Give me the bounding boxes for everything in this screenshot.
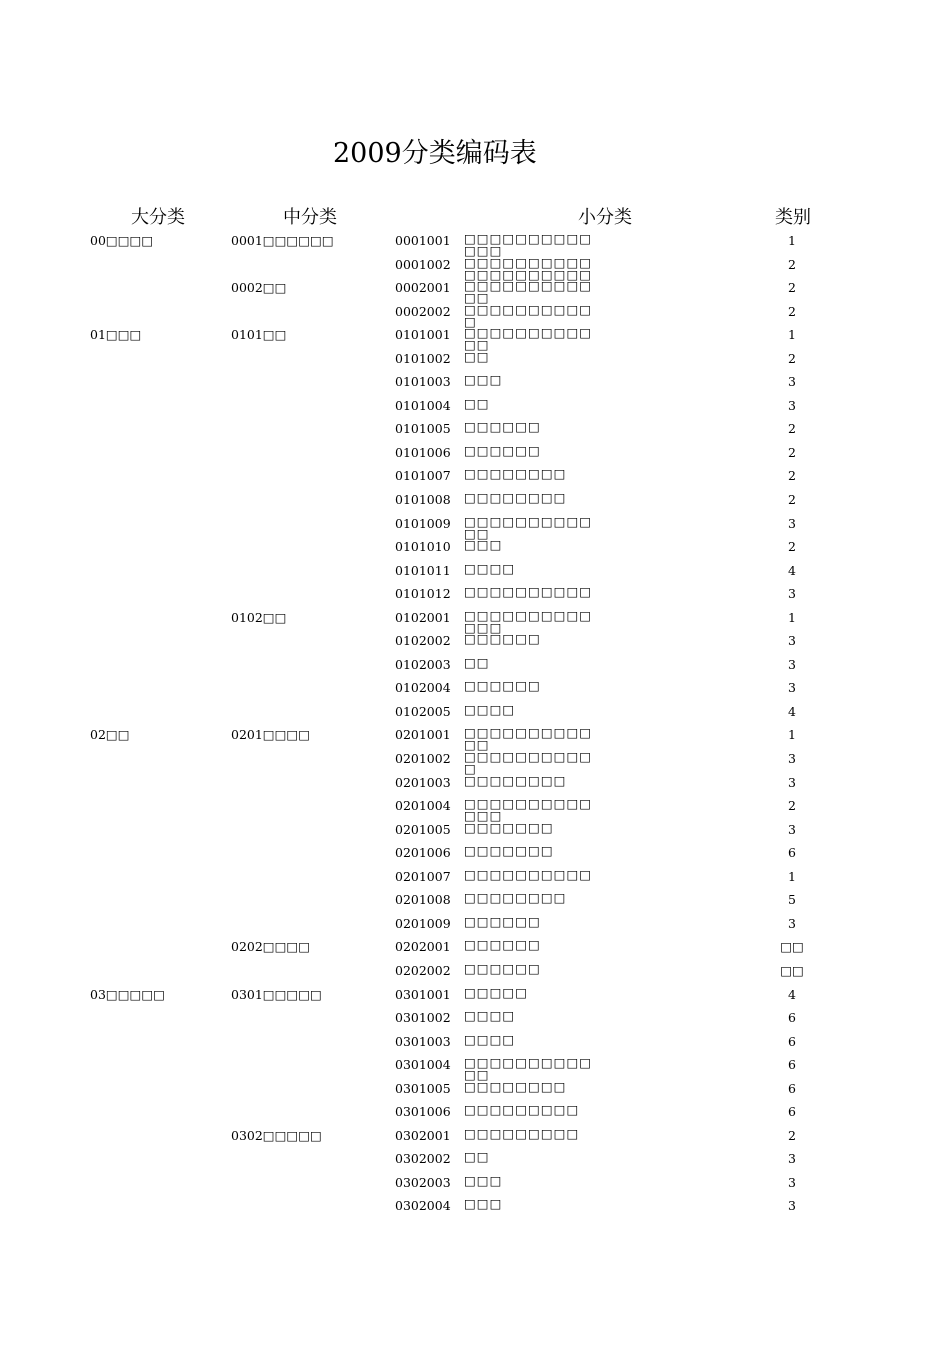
table-row bbox=[0, 535, 950, 559]
class-cell: 3 bbox=[788, 1151, 796, 1167]
minor-name-cell: □□□□□□□□ bbox=[464, 890, 567, 906]
minor-name-cell: □□□ bbox=[464, 1196, 503, 1212]
class-cell: 3 bbox=[788, 1198, 796, 1214]
middle-category-cell: 0301□□□□□ bbox=[231, 986, 322, 1002]
minor-name-cell: □□□□□□ bbox=[464, 937, 541, 953]
middle-category-cell: 0101□□ bbox=[231, 327, 287, 343]
table-row bbox=[0, 1053, 950, 1083]
table-row bbox=[0, 347, 950, 371]
minor-name-cell: □□□□□□□□□ bbox=[464, 1125, 580, 1141]
table-row bbox=[0, 1124, 950, 1148]
header-class: 类别 bbox=[775, 207, 811, 228]
minor-code-cell: 0002002 bbox=[395, 303, 451, 319]
page-title: 2009分类编码表 bbox=[333, 138, 537, 169]
minor-code-cell: 0201007 bbox=[395, 868, 451, 884]
minor-code-cell: 0101005 bbox=[395, 421, 451, 437]
minor-name-cell: □□□□□□□□ bbox=[464, 1078, 567, 1094]
class-cell: 2 bbox=[788, 492, 796, 508]
table-row bbox=[0, 865, 950, 889]
minor-code-cell: 0201001 bbox=[395, 727, 451, 743]
minor-code-cell: 0101003 bbox=[395, 374, 451, 390]
minor-code-cell: 0101007 bbox=[395, 468, 451, 484]
class-cell: 6 bbox=[788, 1057, 796, 1073]
minor-name-cell: □□□□□□ bbox=[464, 913, 541, 929]
class-cell: 2 bbox=[788, 539, 796, 555]
minor-name-cell: □□□□□□□□□□□□□ bbox=[464, 607, 593, 635]
minor-name-cell: □□□□ bbox=[464, 1008, 516, 1024]
class-cell: 1 bbox=[788, 609, 796, 625]
minor-name-cell: □□□□□□□□□□□□ bbox=[464, 725, 593, 753]
class-cell: 2 bbox=[788, 468, 796, 484]
minor-code-cell: 0101012 bbox=[395, 586, 451, 602]
class-cell: 3 bbox=[788, 821, 796, 837]
table-row bbox=[0, 983, 950, 1007]
table-row bbox=[0, 582, 950, 606]
minor-code-cell: 0001002 bbox=[395, 256, 451, 272]
major-category-cell: 03□□□□□ bbox=[90, 986, 165, 1002]
minor-code-cell: 0102005 bbox=[395, 703, 451, 719]
table-row bbox=[0, 512, 950, 541]
class-cell: 3 bbox=[788, 515, 796, 531]
table-row bbox=[0, 818, 950, 842]
class-cell: 4 bbox=[788, 703, 796, 719]
table-row bbox=[0, 723, 950, 753]
table-row bbox=[0, 276, 950, 306]
middle-category-cell: 0302□□□□□ bbox=[231, 1127, 322, 1143]
minor-name-cell: □□□□□□□□□□□□□ bbox=[464, 231, 593, 258]
minor-name-cell: □□□□□ bbox=[464, 984, 529, 1000]
table-row bbox=[0, 959, 950, 983]
table-row bbox=[0, 771, 950, 795]
minor-code-cell: 0101004 bbox=[395, 397, 451, 413]
table-row bbox=[0, 417, 950, 441]
minor-code-cell: 0201005 bbox=[395, 821, 451, 837]
table-row bbox=[0, 1077, 950, 1101]
minor-code-cell: 0102004 bbox=[395, 680, 451, 696]
minor-name-cell: □□□□□□□□□ bbox=[464, 1102, 580, 1118]
class-cell: 3 bbox=[788, 751, 796, 767]
table-row bbox=[0, 1030, 950, 1054]
table-row bbox=[0, 1147, 950, 1171]
class-cell: 1 bbox=[788, 868, 796, 884]
header-minor-category: 小分类 bbox=[578, 207, 632, 228]
minor-name-cell: □□□□□□□□ bbox=[464, 490, 567, 506]
minor-code-cell: 0101011 bbox=[395, 562, 451, 578]
minor-name-cell: □□□□□□ bbox=[464, 442, 541, 458]
minor-code-cell: 0301006 bbox=[395, 1104, 451, 1120]
minor-code-cell: 0101002 bbox=[395, 350, 451, 366]
minor-name-cell: □□□□□□□□□□□ bbox=[464, 301, 593, 329]
header-middle-category: 中分类 bbox=[283, 207, 337, 228]
table-row bbox=[0, 394, 950, 418]
minor-code-cell: 0201006 bbox=[395, 845, 451, 861]
class-cell: 6 bbox=[788, 1080, 796, 1096]
minor-name-cell: □□□□□□□□□□□□ bbox=[464, 513, 593, 541]
class-cell: □□ bbox=[780, 939, 804, 955]
minor-name-cell: □□□ bbox=[464, 537, 503, 553]
category-table bbox=[0, 229, 950, 1218]
minor-name-cell: □□ bbox=[464, 654, 490, 670]
minor-name-cell: □□□□□□□□□□□ bbox=[464, 749, 593, 777]
minor-code-cell: 0201008 bbox=[395, 892, 451, 908]
class-cell: 2 bbox=[788, 256, 796, 272]
minor-name-cell: □□□□ bbox=[464, 701, 516, 717]
minor-code-cell: 0201004 bbox=[395, 798, 451, 814]
table-row bbox=[0, 606, 950, 635]
minor-code-cell: 0302001 bbox=[395, 1127, 451, 1143]
table-row bbox=[0, 464, 950, 488]
major-category-cell: 02□□ bbox=[90, 727, 130, 743]
class-cell: 3 bbox=[788, 586, 796, 602]
minor-name-cell: □□□□□□ bbox=[464, 631, 541, 647]
class-cell: 2 bbox=[788, 280, 796, 296]
class-cell: 6 bbox=[788, 845, 796, 861]
table-row bbox=[0, 700, 950, 724]
class-cell: 2 bbox=[788, 444, 796, 460]
middle-category-cell: 0002□□ bbox=[231, 280, 287, 296]
minor-name-cell: □□□□□□□ bbox=[464, 819, 554, 835]
minor-code-cell: 0202001 bbox=[395, 939, 451, 955]
minor-code-cell: 0301005 bbox=[395, 1080, 451, 1096]
table-row bbox=[0, 629, 950, 653]
minor-name-cell: □□□□□□□□□□□□ bbox=[464, 325, 593, 353]
table-row bbox=[0, 1194, 950, 1218]
minor-name-cell: □□ bbox=[464, 1149, 490, 1165]
minor-name-cell: □□□□□□ bbox=[464, 960, 541, 976]
table-row bbox=[0, 1100, 950, 1124]
class-cell: 2 bbox=[788, 303, 796, 319]
minor-code-cell: 0101010 bbox=[395, 539, 451, 555]
minor-code-cell: 0102001 bbox=[395, 609, 451, 625]
table-row bbox=[0, 676, 950, 700]
class-cell: 6 bbox=[788, 1033, 796, 1049]
minor-code-cell: 0101009 bbox=[395, 515, 451, 531]
middle-category-cell: 0202□□□□ bbox=[231, 939, 311, 955]
minor-code-cell: 0101008 bbox=[395, 492, 451, 508]
minor-name-cell: □□□□□□□ bbox=[464, 843, 554, 859]
table-row bbox=[0, 488, 950, 512]
class-cell: 4 bbox=[788, 986, 796, 1002]
table-row bbox=[0, 912, 950, 936]
minor-name-cell: □□□ bbox=[464, 1172, 503, 1188]
minor-code-cell: 0201003 bbox=[395, 774, 451, 790]
minor-name-cell: □□□□□□ bbox=[464, 678, 541, 694]
minor-name-cell: □□□□□□□□□□□□ bbox=[464, 278, 593, 306]
class-cell: 3 bbox=[788, 374, 796, 390]
class-cell: 6 bbox=[788, 1010, 796, 1026]
minor-name-cell: □□ bbox=[464, 348, 490, 364]
table-row bbox=[0, 935, 950, 959]
table-row bbox=[0, 747, 950, 777]
middle-category-cell: 0102□□ bbox=[231, 609, 287, 625]
table-row bbox=[0, 300, 950, 329]
minor-name-cell: □□□□□□□□□□ bbox=[464, 584, 593, 600]
major-category-cell: 00□□□□ bbox=[90, 233, 154, 248]
minor-code-cell: 0301001 bbox=[395, 986, 451, 1002]
table-row bbox=[0, 841, 950, 865]
class-cell: 2 bbox=[788, 421, 796, 437]
class-cell: 2 bbox=[788, 798, 796, 814]
table-row bbox=[0, 441, 950, 465]
minor-code-cell: 0301003 bbox=[395, 1033, 451, 1049]
class-cell: 2 bbox=[788, 350, 796, 366]
minor-code-cell: 0102002 bbox=[395, 633, 451, 649]
class-cell: 4 bbox=[788, 562, 796, 578]
class-cell: 3 bbox=[788, 1174, 796, 1190]
minor-name-cell: □□□□□□□□□□□□□ bbox=[464, 796, 593, 824]
class-cell: 1 bbox=[788, 233, 796, 248]
minor-name-cell: □□ bbox=[464, 395, 490, 411]
table-row bbox=[0, 653, 950, 677]
minor-code-cell: 0202002 bbox=[395, 962, 451, 978]
class-cell: 3 bbox=[788, 915, 796, 931]
class-cell: 3 bbox=[788, 774, 796, 790]
table-row bbox=[0, 1171, 950, 1195]
table-row bbox=[0, 559, 950, 583]
middle-category-cell: 0001□□□□□□ bbox=[231, 233, 334, 248]
minor-name-cell: □□□□□□ bbox=[464, 419, 541, 435]
class-cell: 1 bbox=[788, 327, 796, 343]
minor-code-cell: 0302004 bbox=[395, 1198, 451, 1214]
minor-code-cell: 0101006 bbox=[395, 444, 451, 460]
table-row bbox=[0, 323, 950, 353]
minor-name-cell: □□□□□□□□ bbox=[464, 466, 567, 482]
minor-name-cell: □□□□□□□□□□ bbox=[464, 866, 593, 882]
table-row bbox=[0, 229, 950, 258]
minor-code-cell: 0201009 bbox=[395, 915, 451, 931]
class-cell: 5 bbox=[788, 892, 796, 908]
minor-code-cell: 0101001 bbox=[395, 327, 451, 343]
table-row bbox=[0, 888, 950, 912]
minor-code-cell: 0201002 bbox=[395, 751, 451, 767]
table-row bbox=[0, 253, 950, 282]
minor-code-cell: 0301004 bbox=[395, 1057, 451, 1073]
class-cell: 3 bbox=[788, 680, 796, 696]
class-cell: 3 bbox=[788, 656, 796, 672]
header-major-category: 大分类 bbox=[131, 207, 185, 228]
minor-code-cell: 0001001 bbox=[395, 233, 451, 248]
minor-code-cell: 0302003 bbox=[395, 1174, 451, 1190]
class-cell: □□ bbox=[780, 962, 804, 978]
minor-name-cell: □□□□ bbox=[464, 560, 516, 576]
table-row bbox=[0, 794, 950, 824]
minor-name-cell: □□□□□□□□ bbox=[464, 772, 567, 788]
class-cell: 1 bbox=[788, 727, 796, 743]
major-category-cell: 01□□□ bbox=[90, 327, 142, 343]
minor-name-cell: □□□□□□□□□□□□□□□□□□□□ bbox=[464, 254, 593, 282]
class-cell: 6 bbox=[788, 1104, 796, 1120]
minor-code-cell: 0302002 bbox=[395, 1151, 451, 1167]
table-row bbox=[0, 1006, 950, 1030]
middle-category-cell: 0201□□□□ bbox=[231, 727, 311, 743]
minor-name-cell: □□□□□□□□□□□□ bbox=[464, 1055, 593, 1083]
table-row bbox=[0, 370, 950, 394]
minor-name-cell: □□□□ bbox=[464, 1031, 516, 1047]
class-cell: 3 bbox=[788, 633, 796, 649]
class-cell: 2 bbox=[788, 1127, 796, 1143]
minor-code-cell: 0002001 bbox=[395, 280, 451, 296]
minor-code-cell: 0301002 bbox=[395, 1010, 451, 1026]
class-cell: 3 bbox=[788, 397, 796, 413]
minor-code-cell: 0102003 bbox=[395, 656, 451, 672]
minor-name-cell: □□□ bbox=[464, 372, 503, 388]
